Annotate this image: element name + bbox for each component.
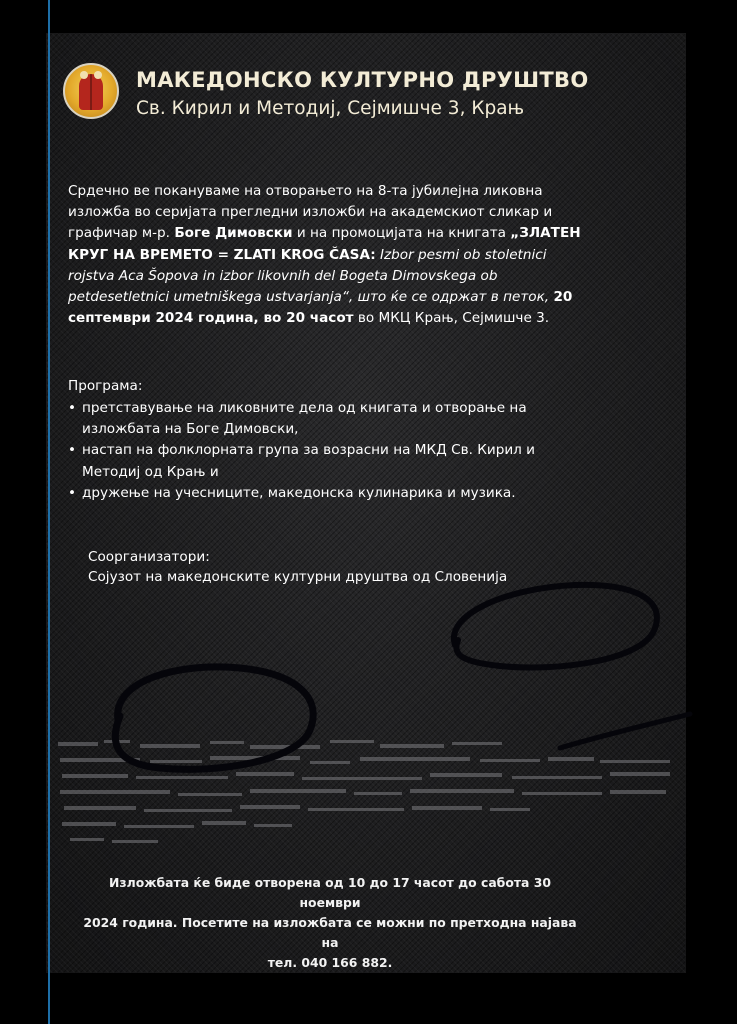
exhibition-info-footer bbox=[80, 873, 580, 973]
program-item-text: изложбата на Боге Димовски, bbox=[82, 421, 299, 438]
bullet-icon: • bbox=[68, 484, 77, 501]
list-item bbox=[68, 483, 608, 504]
list-item bbox=[68, 440, 608, 482]
program-list bbox=[68, 398, 608, 504]
scribble-circle-right bbox=[454, 585, 657, 668]
script-texture-band bbox=[58, 740, 670, 843]
program-item-text: настап на фолклорната група за возрасни на МКД Св. Кирил и bbox=[82, 442, 536, 459]
intro-text-1: Срдечно ве покануваме на отворањето на 8-та јубилејна ликовна изложба во серијата прегледни изложби на академскиот сликар и графичар м-р. bbox=[68, 183, 553, 242]
program-heading: Програма: bbox=[68, 378, 143, 394]
artist-name: Боге Димовски bbox=[174, 225, 293, 242]
footer-line: 2024 година. Посетите на изложбата се можни по претходна најава на bbox=[83, 915, 577, 950]
book-subtitle: Izbor pesmi ob stoletnici rojstva Aca Šopova in izbor likovnih del Bogeta Dimovskega ob petdesetletnici umetniškega ustvarjanja“, што ќе се одржат в петок, bbox=[68, 246, 554, 306]
list-item bbox=[68, 398, 608, 440]
program-item-text: Методиј од Крањ и bbox=[82, 463, 219, 480]
scribble-line bbox=[560, 714, 690, 748]
footer-line: Изложбата ќе биде отворена од 10 до 17 часот до сабота 30 ноември bbox=[109, 875, 551, 910]
scribble-circle-left bbox=[115, 667, 313, 769]
coorganizers-label: Соорганизатори: bbox=[88, 549, 210, 565]
bullet-icon: • bbox=[68, 400, 77, 416]
intro-text-3: во МКЦ Крањ, Сејмишче 3. bbox=[353, 310, 550, 327]
society-title: МАКЕДОНСКО КУЛТУРНО ДРУШТВО bbox=[136, 68, 589, 92]
book-title: „ЗЛАТЕН КРУГ НА ВРЕМЕТО = ZLATI KROG ČASA: bbox=[68, 225, 581, 263]
bullet-icon: • bbox=[68, 442, 77, 459]
program-item-text: дружење на учесниците, македонска кулинарика и музика. bbox=[82, 484, 516, 501]
coorganizers-name: Сојузот на македонските културни друштва од Словенија bbox=[88, 569, 508, 585]
event-date: 20 септември 2024 година, во 20 часот bbox=[68, 289, 573, 327]
intro-text-2: и на промоцијата на книгата bbox=[292, 225, 511, 242]
invitation-paragraph bbox=[68, 181, 588, 329]
footer-line: тел. 040 166 882. bbox=[267, 955, 393, 970]
society-emblem-seal-icon bbox=[63, 63, 119, 119]
society-address: Св. Кирил и Методиј, Сејмишче 3, Крањ bbox=[136, 98, 525, 119]
program-item-text: претставување на ликовните дела од книгата и отворање на bbox=[82, 400, 527, 416]
